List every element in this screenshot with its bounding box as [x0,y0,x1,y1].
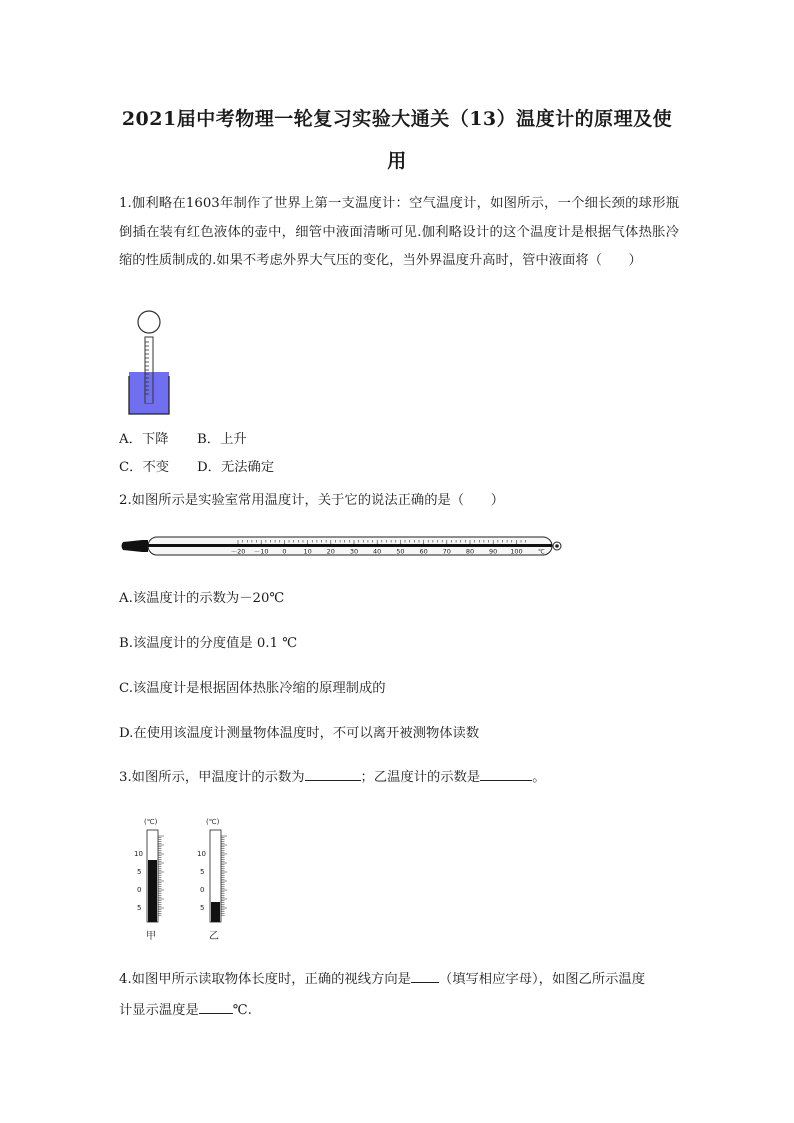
q3-blank-jia[interactable] [305,766,361,781]
q4-part3: 计显示温度是 [119,1003,199,1018]
q3-tick-label-yi-10: 10 [197,850,206,858]
q2-scale-label: －10 [253,547,269,556]
q4-part4: ℃. [232,1003,252,1018]
q2-scale-label: －20 [230,547,246,556]
q2-scale-label: 20 [326,547,335,556]
q2-scale-label: 30 [349,547,359,556]
q2-scale-label: 10 [303,547,312,556]
q3-unit-yi: (℃) [206,818,220,826]
q1-bulb [138,311,160,333]
q4-blank-direction[interactable] [411,968,439,983]
q2-bulb [122,540,149,552]
q3-tick-label-yi-5: 5 [200,868,205,876]
q3-part3: 。 [532,770,546,785]
q2-scale-label: 100 [510,547,523,556]
page-title-line1: 2021届中考物理一轮复习实验大通关（13）温度计的原理及使 [121,108,673,130]
q2-lab-thermometer-figure [120,532,570,560]
q2-option-b: B.该温度计的分度值是 0.1 ℃ [119,636,298,651]
q3-tick-label-jia-5: 5 [137,868,142,876]
q1-options-row1 [119,428,247,447]
q3-part1: 3.如图所示，甲温度计的示数为 [119,770,305,785]
q3-text [119,766,546,785]
q3-liquid-yi [211,902,220,922]
q3-ticks-jia [158,836,164,915]
q4-part1: 4.如图甲所示读取物体长度时，正确的视线方向是 [119,972,411,987]
q3-ticks-yi [221,836,227,915]
q1-text: 1.伽利略在1603年制作了世界上第一支温度计：空气温度计，如图所示，一个细长颈的球形瓶倒插在装有红色液体的壶中，细管中液面清晰可见.伽利略设计的这个温度计是根据气体热胀冷缩的性质制成的.如果不考虑外界大气压的变化，当外界温度升高时，管中液面将（ ） [119,196,679,269]
q2-scale-unit: ℃ [538,548,545,556]
q2-option-d: D.在使用该温度计测量物体温度时，不可以离开被测物体读数 [119,726,480,741]
q4-line2 [119,999,252,1018]
q2-scale-label: 70 [442,547,451,556]
q2-scale-label: 0 [282,547,287,556]
q1-option-b: B．上升 [197,432,247,447]
q3-liquid-jia [148,860,157,922]
q3-tick-label-yi-neg5: 5 [200,904,205,912]
q2-option-c: C.该温度计是根据固体热胀冷缩的原理制成的 [119,681,386,696]
q1-option-d: D．无法确定 [197,460,275,475]
q2-scale-label: 50 [396,547,405,556]
q1-option-c: C．不变 [119,460,170,475]
q3-label-jia: 甲 [146,931,156,942]
q2-scale-label: 40 [373,547,382,556]
q4-blank-temperature[interactable] [199,999,233,1014]
q3-tick-label-jia-0: 0 [137,886,142,894]
q3-label-yi: 乙 [209,931,219,942]
q3-part2: ；乙温度计的示数是 [360,770,481,785]
q2-stem: 2.如图所示是实验室常用温度计，关于它的说法正确的是（ ） [119,493,504,508]
q2-scale-label: 60 [419,547,428,556]
q2-option-a: A.该温度计的示数为－20℃ [119,591,285,606]
q3-thermometers-figure [130,814,240,944]
q3-unit-jia: (℃) [144,818,158,826]
q3-blank-yi[interactable] [480,766,532,781]
q1-options-row2 [119,456,274,475]
q1-option-a: A．下降 [119,432,169,447]
q3-tick-label-jia-10: 10 [134,850,143,858]
q3-tick-label-jia-neg5: 5 [137,904,142,912]
q3-tick-label-yi-0: 0 [200,886,205,894]
q4-part2: （填写相应字母），如图乙所示温度 [438,972,646,987]
q1-air-thermometer-figure [124,300,180,420]
q1-tube-liquid [146,372,153,403]
q4-line1 [119,968,645,987]
q2-scale-label: 90 [489,547,498,556]
page-title-line2: 用 [387,150,407,172]
q2-scale-label: 80 [465,547,475,556]
